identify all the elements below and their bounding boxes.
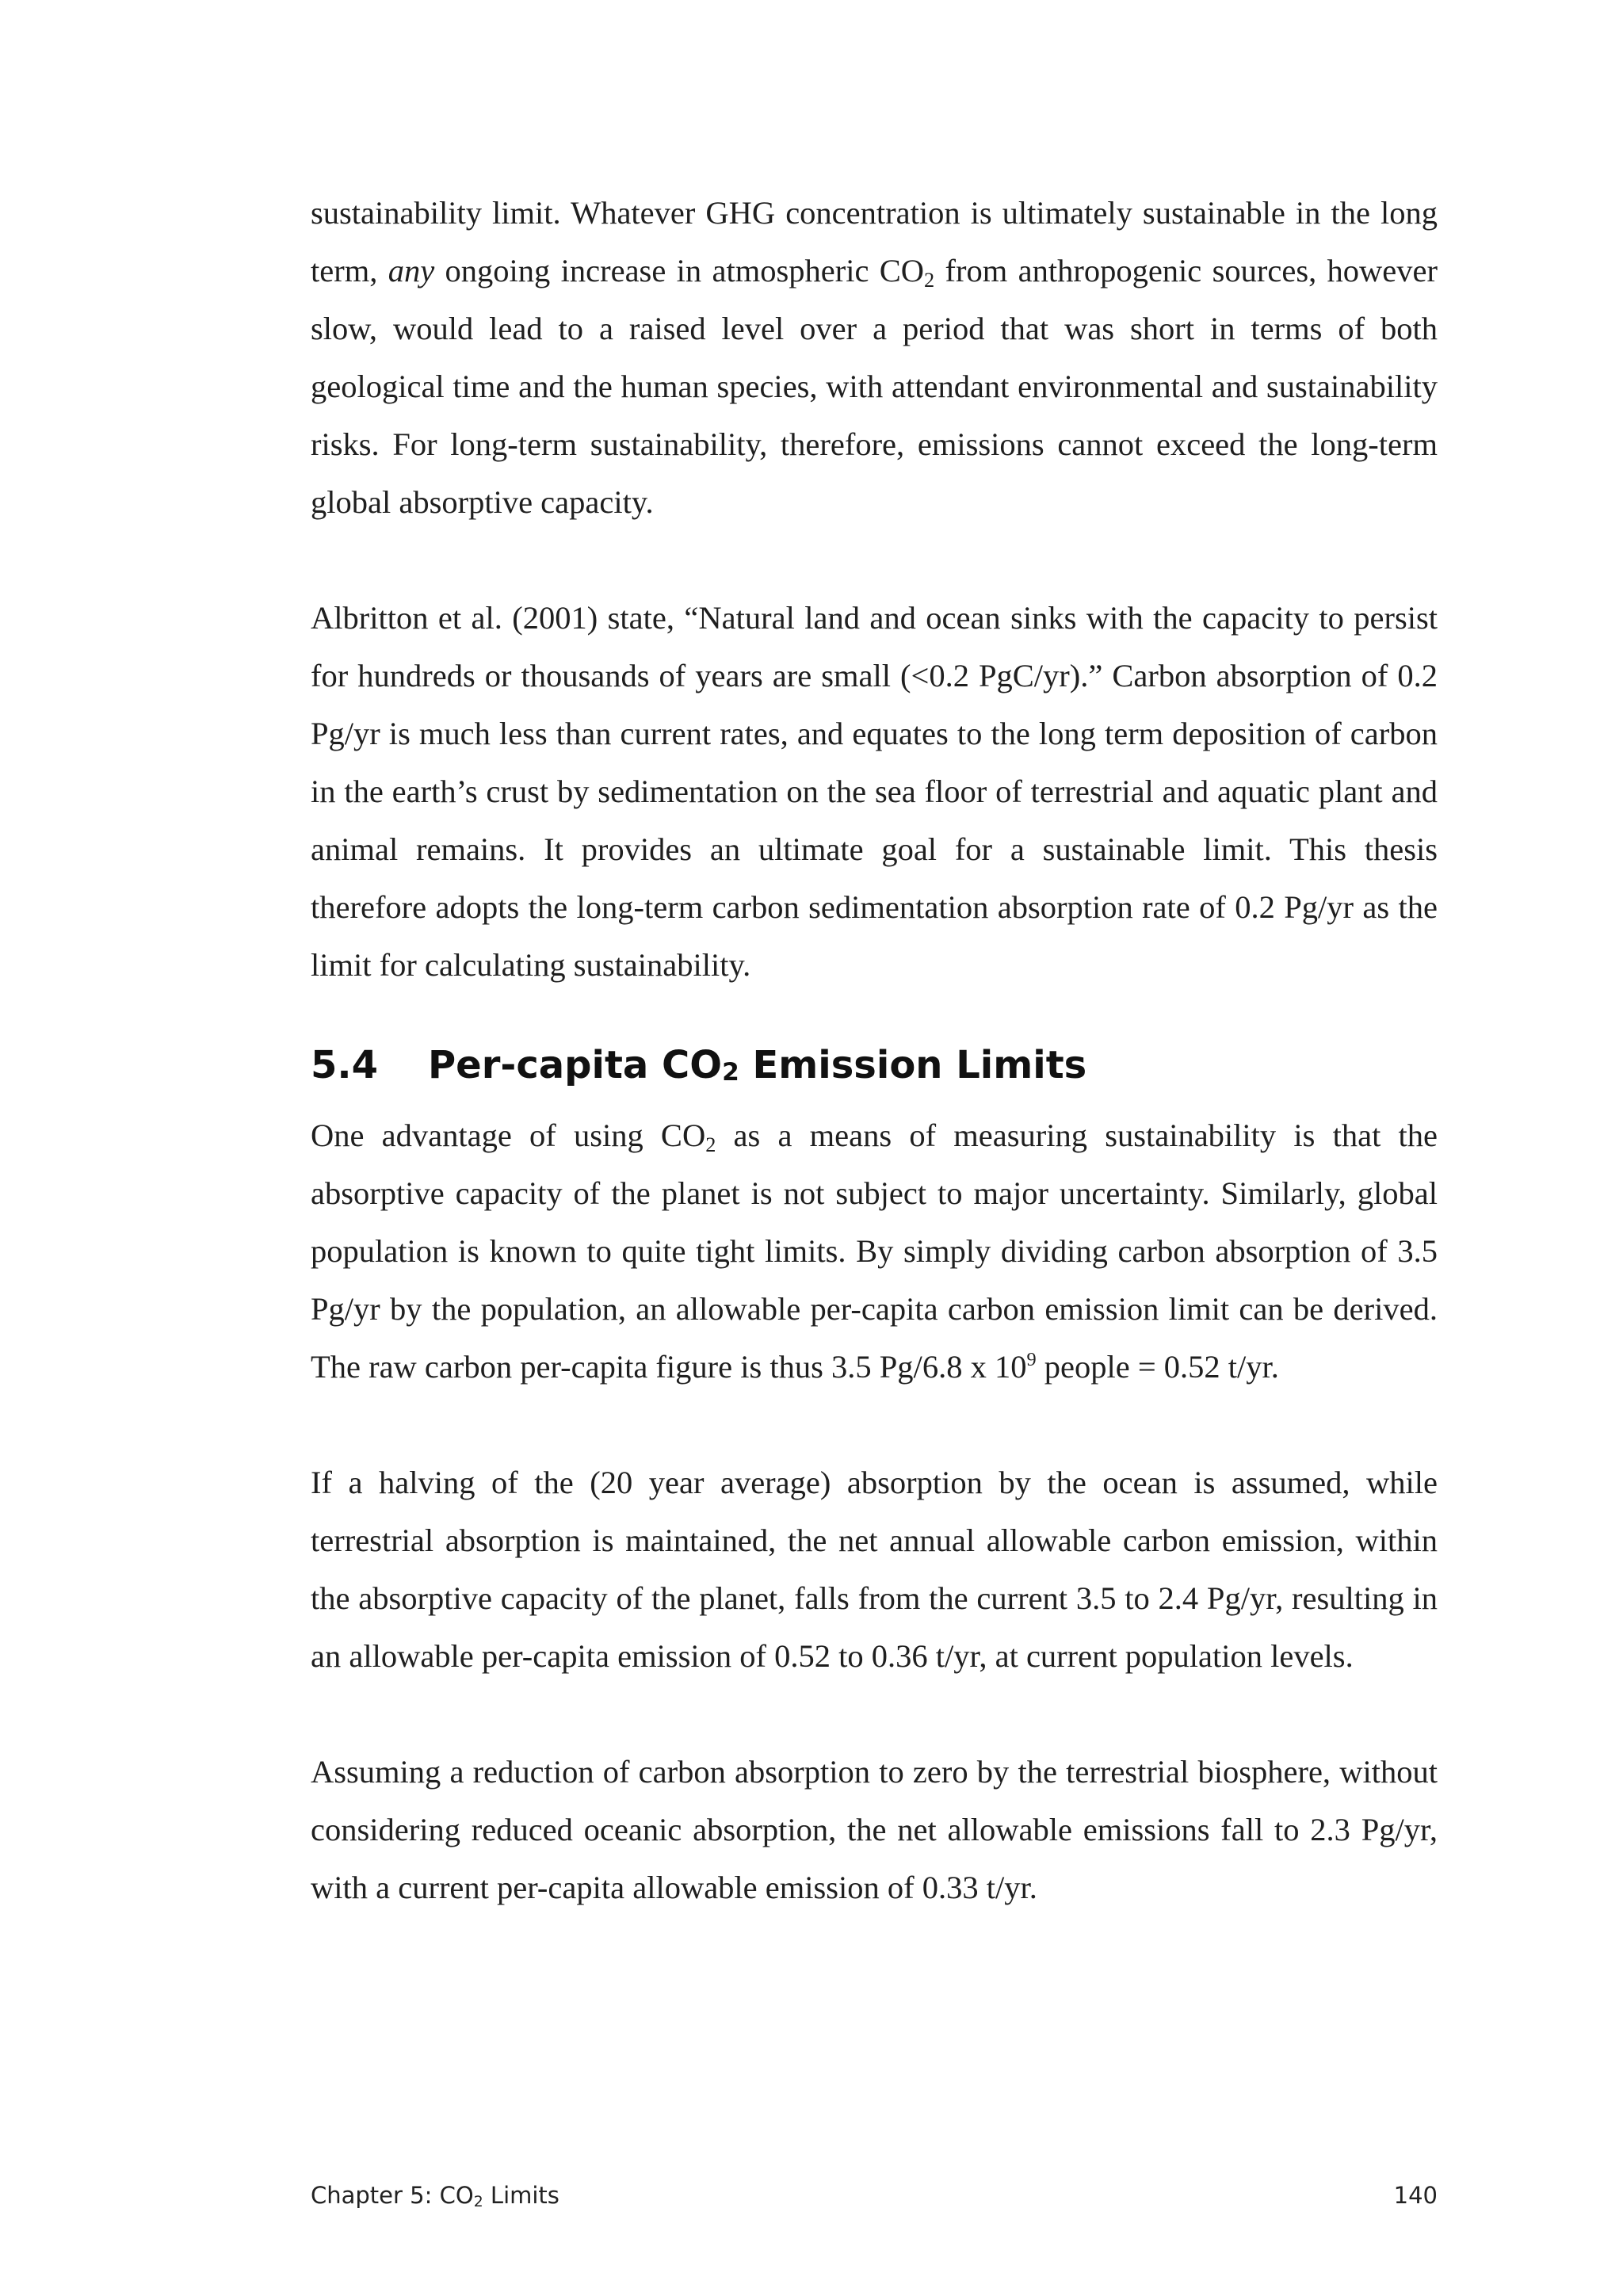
paragraph-co2-advantage: One advantage of using $CO_2$ as a means of measuring sustainability is that the absorptive capacity of the planet is not subject to major uncertainty. Similarly, global population is known to quite tight limits. By simply dividing carbon absorption of 3.5 Pg/yr by the population, an allowable per-capita carbon emission limit can be derived. The raw carbon per-capita figure is thus 3.5 Pg/6.8 x $10^9$ people = 0.52 t/yr. (311, 1117, 1438, 1385)
section-number: 5.4 (311, 1043, 379, 1087)
section-heading (311, 1027, 1438, 1106)
page-content (311, 184, 1438, 1916)
emphasis-any: any (388, 253, 435, 288)
footer-chapter-title: Chapter 5: $CO_2$ Limits (311, 2182, 559, 2210)
section-title: Per-capita CO2 Emission Limits (428, 1043, 1087, 1087)
paragraph-terrestrial-zero: Assuming a reduction of carbon absorption to zero by the terrestrial biosphere, without considering reduced oceanic absorption, the net allowable emissions fall to 2.3 Pg/yr, with a current per-capita allowable emission of 0.33 t/yr. (311, 1754, 1438, 1905)
page-footer (311, 2182, 1438, 2209)
paragraph-albritton: Albritton et al. (2001) state, “Natural land and ocean sinks with the capacity to persist for hundreds or thousands of years are small (<0.2 PgC/yr).” Carbon absorption of 0.2 Pg/yr is much less than current rates, and equates to the long term deposition of carbon in the earth’s crust by sedimentation on the sea floor of terrestrial and aquatic plant and animal remains. It provides an ultimate goal for a sustainable limit. This thesis therefore adopts the long-term carbon sedimentation absorption rate of 0.2 Pg/yr as the limit for calculating sustainability. (311, 600, 1438, 983)
paragraph-sustainability-limit: sustainability limit. Whatever GHG concentration is ultimately sustainable in the long term, any ongoing increase in atmospheric $CO_2$ from anthropogenic sources, however slow, would lead to a raised level over a period that was short in terms of both geological time and the human species, with attendant environmental and sustainability risks. For long-term sustainability, therefore, emissions cannot exceed the long-term global absorptive capacity. (311, 195, 1438, 520)
footer-page-number: 140 (1393, 2182, 1438, 2209)
paragraph-ocean-halving: If a halving of the (20 year average) absorption by the ocean is assumed, while terrestrial absorption is maintained, the net annual allowable carbon emission, within the absorptive capacity of the planet, falls from the current 3.5 to 2.4 Pg/yr, resulting in an allowable per-capita emission of 0.52 to 0.36 t/yr, at current population levels. (311, 1465, 1438, 1674)
